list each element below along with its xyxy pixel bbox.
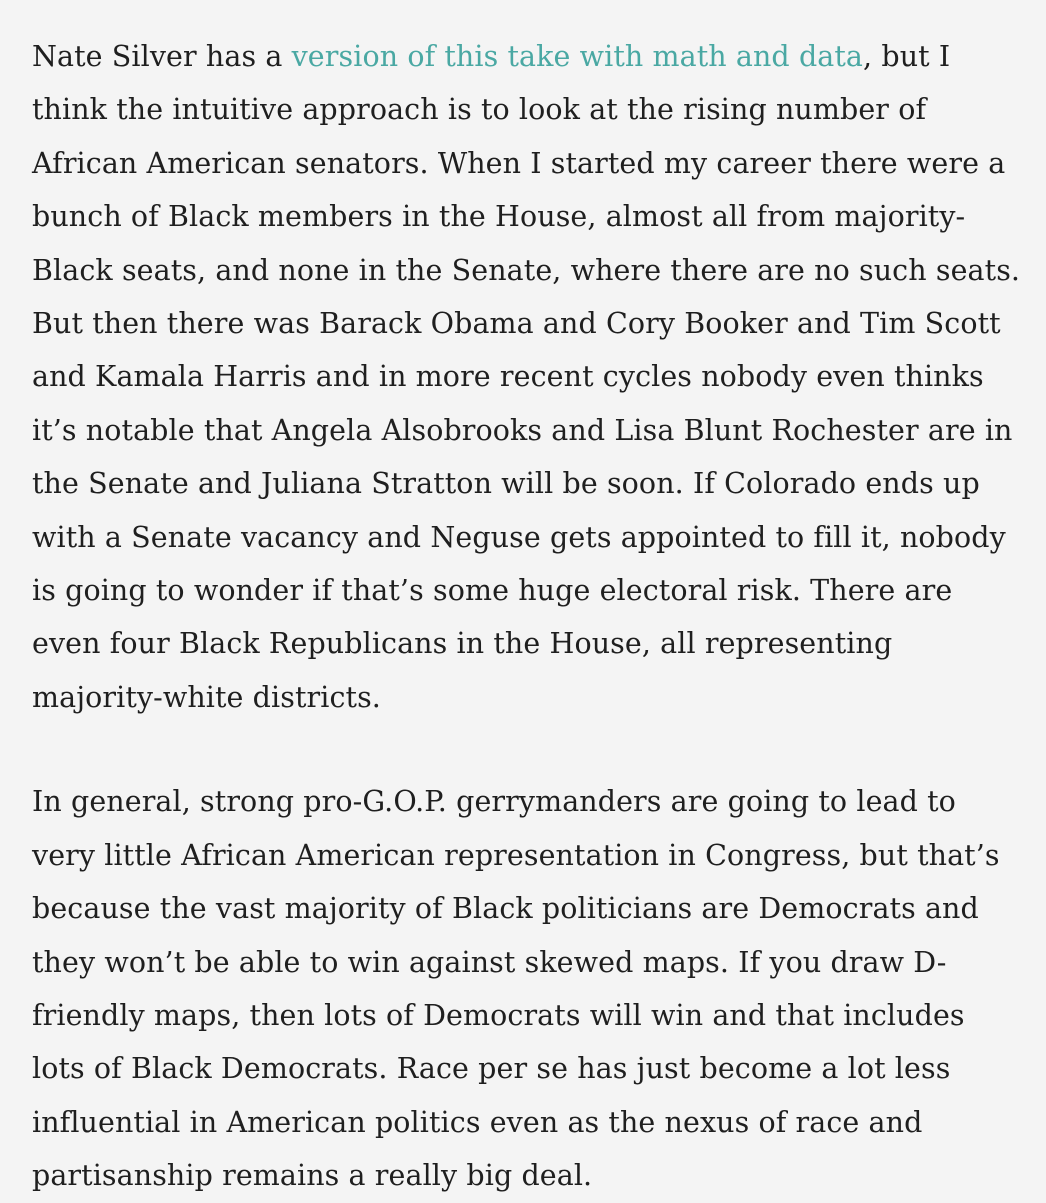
paragraph-line: influential in American politics even as the nexus of race and xyxy=(32,1105,923,1139)
paragraph-line: Black seats, and none in the Senate, where there are no such seats. xyxy=(32,253,1021,287)
paragraph-line: bunch of Black members in the House, almost all from majority- xyxy=(32,200,966,234)
paragraph-2 xyxy=(32,775,1032,1202)
line-text: Nate Silver has a xyxy=(32,40,292,73)
paragraph-line: In general, strong pro-G.O.P. gerrymanders are going to lead to xyxy=(32,785,956,819)
paragraph-line: is going to wonder if that’s some huge electoral risk. There are xyxy=(32,574,953,608)
line-text: , but I xyxy=(863,40,951,73)
article-body xyxy=(32,30,1032,1203)
paragraph-line: the Senate and Juliana Stratton will be soon. If Colorado ends up xyxy=(32,467,980,501)
nate-silver-link[interactable]: version of this take with math and data xyxy=(291,40,864,73)
paragraph-line: But then there was Barack Obama and Cory Booker and Tim Scott xyxy=(32,307,1001,341)
paragraph-line: think the intuitive approach is to look at the rising number of xyxy=(32,93,927,127)
paragraph-line: it’s notable that Angela Alsobrooks and Lisa Blunt Rochester are in xyxy=(32,413,1013,447)
paragraph-line xyxy=(32,30,1032,83)
paragraph-line: lots of Black Democrats. Race per se has just become a lot less xyxy=(32,1052,951,1086)
paragraph-line: even four Black Republicans in the House, all representing xyxy=(32,627,893,661)
paragraph-line: because the vast majority of Black politicians are Democrats and xyxy=(32,892,979,926)
paragraph-line: partisanship remains a really big deal. xyxy=(32,1159,593,1193)
paragraph-line: very little African American representation in Congress, but that’s xyxy=(32,838,1000,872)
paragraph-1 xyxy=(32,30,1032,724)
paragraph-line: they won’t be able to win against skewed maps. If you draw D- xyxy=(32,945,947,979)
paragraph-line: and Kamala Harris and in more recent cycles nobody even thinks xyxy=(32,360,984,394)
paragraph-line: with a Senate vacancy and Neguse gets appointed to fill it, nobody xyxy=(32,520,1006,554)
paragraph-line: African American senators. When I started my career there were a xyxy=(32,146,1006,180)
paragraph-line: friendly maps, then lots of Democrats will win and that includes xyxy=(32,998,965,1032)
paragraph-line: majority-white districts. xyxy=(32,680,381,714)
